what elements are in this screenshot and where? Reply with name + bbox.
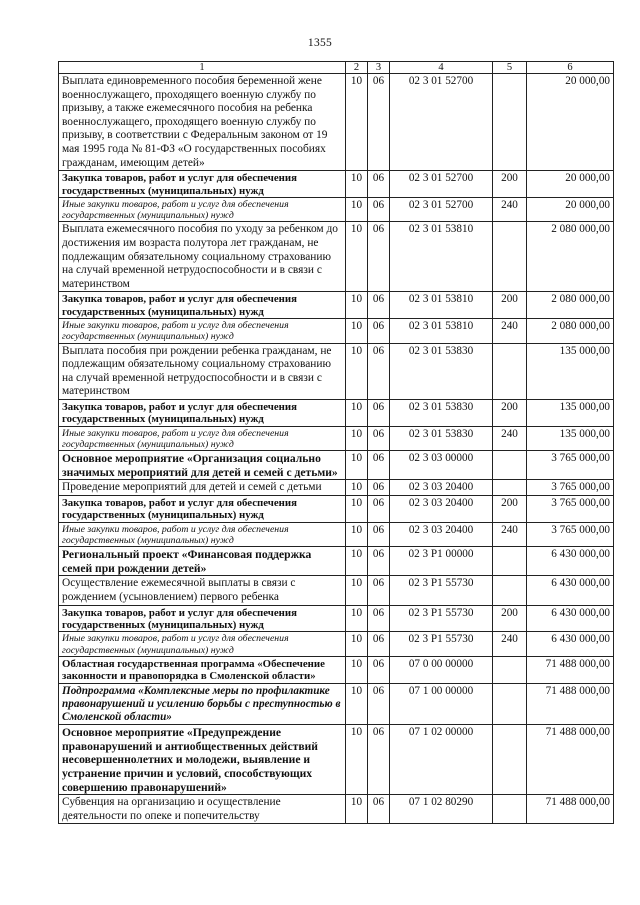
- expense-type-cell: [493, 656, 527, 683]
- expense-type-cell: [493, 795, 527, 824]
- expense-type-cell: 240: [493, 522, 527, 546]
- subsection-cell: 06: [368, 725, 390, 795]
- table-row: [59, 451, 614, 480]
- subsection-cell: 06: [368, 522, 390, 546]
- table-row: [59, 222, 614, 292]
- section-cell: 10: [346, 605, 368, 632]
- table-row: [59, 292, 614, 319]
- table-row: [59, 576, 614, 605]
- target-article-cell: 07 0 00 00000: [390, 656, 493, 683]
- row-name-cell: Областная государственная программа «Обеспечение законности и правопорядка в Смоленской области»: [59, 656, 346, 683]
- section-cell: 10: [346, 795, 368, 824]
- subsection-cell: 06: [368, 576, 390, 605]
- target-article-cell: 02 3 P1 55730: [390, 632, 493, 656]
- section-cell: 10: [346, 74, 368, 171]
- expense-type-cell: [493, 547, 527, 576]
- amount-cell: 135 000,00: [527, 343, 614, 399]
- subsection-cell: 06: [368, 683, 390, 725]
- row-name-cell: Иные закупки товаров, работ и услуг для обеспечения государственных (муниципальных) нужд: [59, 197, 346, 221]
- page-number: 1355: [307, 37, 333, 49]
- section-cell: 10: [346, 656, 368, 683]
- row-name-cell: Выплата единовременного пособия беременной жене военнослужащего, проходящего военную службу по призыву, а также ежемесячного пособия на ребенка военнослужащего, проходящего военную службу по призыву, в соответствии с Федеральным законом от 19 мая 1995 года № 81-ФЗ «О государственных пособиях гражданам, имеющим детей»: [59, 74, 346, 171]
- amount-cell: 3 765 000,00: [527, 480, 614, 496]
- subsection-cell: 06: [368, 292, 390, 319]
- row-name-cell: Проведение мероприятий для детей и семей с детьми: [59, 480, 346, 496]
- amount-cell: 135 000,00: [527, 426, 614, 450]
- row-name-cell: Основное мероприятие «Организация социально значимых мероприятий для детей и семей с детьми»: [59, 451, 346, 480]
- row-name-cell: Иные закупки товаров, работ и услуг для обеспечения государственных (муниципальных) нужд: [59, 522, 346, 546]
- table-row: [59, 725, 614, 795]
- target-article-cell: 07 1 02 00000: [390, 725, 493, 795]
- section-cell: 10: [346, 171, 368, 198]
- subsection-cell: 06: [368, 547, 390, 576]
- amount-cell: 71 488 000,00: [527, 683, 614, 725]
- section-cell: 10: [346, 426, 368, 450]
- target-article-cell: 02 3 01 53830: [390, 399, 493, 426]
- section-cell: 10: [346, 522, 368, 546]
- row-name-cell: Закупка товаров, работ и услуг для обеспечения государственных (муниципальных) нужд: [59, 171, 346, 198]
- target-article-cell: 02 3 P1 55730: [390, 605, 493, 632]
- target-article-cell: 02 3 03 20400: [390, 480, 493, 496]
- expense-type-cell: [493, 343, 527, 399]
- budget-table: [58, 61, 614, 824]
- expense-type-cell: [493, 480, 527, 496]
- expense-type-cell: 240: [493, 319, 527, 343]
- amount-cell: 6 430 000,00: [527, 605, 614, 632]
- table-row: [59, 426, 614, 450]
- row-name-cell: Выплата ежемесячного пособия по уходу за ребенком до достижения им возраста полутора лет гражданам, не подлежащим обязательному социальному страхованию на случай временной нетрудоспособности и в связи с материнством: [59, 222, 346, 292]
- expense-type-cell: [493, 725, 527, 795]
- section-cell: 10: [346, 319, 368, 343]
- section-cell: 10: [346, 725, 368, 795]
- row-name-cell: Субвенция на организацию и осуществление деятельности по опеке и попечительству: [59, 795, 346, 824]
- target-article-cell: 02 3 01 53830: [390, 426, 493, 450]
- row-name-cell: Основное мероприятие «Предупреждение правонарушений и антиобщественных действий несовершеннолетних и молодежи, выявление и устранение причин и условий, способствующих совершению правонарушений»: [59, 725, 346, 795]
- section-cell: 10: [346, 495, 368, 522]
- target-article-cell: 07 1 02 80290: [390, 795, 493, 824]
- column-header: 2: [346, 62, 368, 74]
- table-row: [59, 605, 614, 632]
- column-header: 1: [59, 62, 346, 74]
- expense-type-cell: 200: [493, 605, 527, 632]
- target-article-cell: 07 1 00 00000: [390, 683, 493, 725]
- table-row: [59, 495, 614, 522]
- section-cell: 10: [346, 451, 368, 480]
- section-cell: 10: [346, 683, 368, 725]
- table-row: [59, 795, 614, 824]
- subsection-cell: 06: [368, 399, 390, 426]
- subsection-cell: 06: [368, 656, 390, 683]
- subsection-cell: 06: [368, 632, 390, 656]
- row-name-cell: Закупка товаров, работ и услуг для обеспечения государственных (муниципальных) нужд: [59, 495, 346, 522]
- subsection-cell: 06: [368, 451, 390, 480]
- row-name-cell: Закупка товаров, работ и услуг для обеспечения государственных (муниципальных) нужд: [59, 292, 346, 319]
- amount-cell: 71 488 000,00: [527, 795, 614, 824]
- table-row: [59, 632, 614, 656]
- amount-cell: 2 080 000,00: [527, 319, 614, 343]
- amount-cell: 6 430 000,00: [527, 547, 614, 576]
- expense-type-cell: 200: [493, 399, 527, 426]
- row-name-cell: Выплата пособия при рождении ребенка гражданам, не подлежащим обязательному социальному страхованию на случай временной нетрудоспособности и в связи с материнством: [59, 343, 346, 399]
- amount-cell: 3 765 000,00: [527, 451, 614, 480]
- amount-cell: 20 000,00: [527, 74, 614, 171]
- table-row: [59, 74, 614, 171]
- amount-cell: 71 488 000,00: [527, 656, 614, 683]
- amount-cell: 135 000,00: [527, 399, 614, 426]
- table-row: [59, 197, 614, 221]
- section-cell: 10: [346, 343, 368, 399]
- subsection-cell: 06: [368, 171, 390, 198]
- section-cell: 10: [346, 197, 368, 221]
- table-row: [59, 683, 614, 725]
- expense-type-cell: [493, 683, 527, 725]
- amount-cell: 6 430 000,00: [527, 632, 614, 656]
- amount-cell: 2 080 000,00: [527, 222, 614, 292]
- expense-type-cell: [493, 451, 527, 480]
- subsection-cell: 06: [368, 480, 390, 496]
- expense-type-cell: [493, 576, 527, 605]
- amount-cell: 3 765 000,00: [527, 495, 614, 522]
- target-article-cell: 02 3 P1 00000: [390, 547, 493, 576]
- table-row: [59, 399, 614, 426]
- subsection-cell: 06: [368, 343, 390, 399]
- table-row: [59, 171, 614, 198]
- section-cell: 10: [346, 576, 368, 605]
- target-article-cell: 02 3 03 20400: [390, 522, 493, 546]
- target-article-cell: 02 3 01 52700: [390, 74, 493, 171]
- table-header-row: [59, 62, 614, 74]
- table-row: [59, 480, 614, 496]
- expense-type-cell: 240: [493, 426, 527, 450]
- row-name-cell: Закупка товаров, работ и услуг для обеспечения государственных (муниципальных) нужд: [59, 605, 346, 632]
- target-article-cell: 02 3 01 52700: [390, 171, 493, 198]
- subsection-cell: 06: [368, 795, 390, 824]
- table-row: [59, 547, 614, 576]
- target-article-cell: 02 3 01 53810: [390, 292, 493, 319]
- subsection-cell: 06: [368, 74, 390, 171]
- expense-type-cell: 200: [493, 171, 527, 198]
- column-header: 5: [493, 62, 527, 74]
- subsection-cell: 06: [368, 222, 390, 292]
- target-article-cell: 02 3 P1 55730: [390, 576, 493, 605]
- row-name-cell: Подпрограмма «Комплексные меры по профилактике правонарушений и усилению борьбы с преступностью в Смоленской области»: [59, 683, 346, 725]
- column-header: 3: [368, 62, 390, 74]
- section-cell: 10: [346, 480, 368, 496]
- subsection-cell: 06: [368, 197, 390, 221]
- amount-cell: 3 765 000,00: [527, 522, 614, 546]
- expense-type-cell: 200: [493, 292, 527, 319]
- row-name-cell: Иные закупки товаров, работ и услуг для обеспечения государственных (муниципальных) нужд: [59, 426, 346, 450]
- target-article-cell: 02 3 01 52700: [390, 197, 493, 221]
- target-article-cell: 02 3 01 53810: [390, 319, 493, 343]
- section-cell: 10: [346, 222, 368, 292]
- row-name-cell: Закупка товаров, работ и услуг для обеспечения государственных (муниципальных) нужд: [59, 399, 346, 426]
- expense-type-cell: [493, 74, 527, 171]
- table-row: [59, 522, 614, 546]
- row-name-cell: Иные закупки товаров, работ и услуг для обеспечения государственных (муниципальных) нужд: [59, 319, 346, 343]
- amount-cell: 20 000,00: [527, 171, 614, 198]
- target-article-cell: 02 3 03 20400: [390, 495, 493, 522]
- expense-type-cell: 240: [493, 197, 527, 221]
- amount-cell: 6 430 000,00: [527, 576, 614, 605]
- expense-type-cell: 200: [493, 495, 527, 522]
- subsection-cell: 06: [368, 426, 390, 450]
- amount-cell: 2 080 000,00: [527, 292, 614, 319]
- table-row: [59, 319, 614, 343]
- target-article-cell: 02 3 03 00000: [390, 451, 493, 480]
- amount-cell: 71 488 000,00: [527, 725, 614, 795]
- row-name-cell: Региональный проект «Финансовая поддержка семей при рождении детей»: [59, 547, 346, 576]
- table-row: [59, 656, 614, 683]
- section-cell: 10: [346, 399, 368, 426]
- subsection-cell: 06: [368, 605, 390, 632]
- row-name-cell: Осуществление ежемесячной выплаты в связи с рождением (усыновлением) первого ребенка: [59, 576, 346, 605]
- amount-cell: 20 000,00: [527, 197, 614, 221]
- target-article-cell: 02 3 01 53830: [390, 343, 493, 399]
- subsection-cell: 06: [368, 495, 390, 522]
- row-name-cell: Иные закупки товаров, работ и услуг для обеспечения государственных (муниципальных) нужд: [59, 632, 346, 656]
- expense-type-cell: [493, 222, 527, 292]
- column-header: 4: [390, 62, 493, 74]
- section-cell: 10: [346, 547, 368, 576]
- expense-type-cell: 240: [493, 632, 527, 656]
- section-cell: 10: [346, 632, 368, 656]
- column-header: 6: [527, 62, 614, 74]
- section-cell: 10: [346, 292, 368, 319]
- target-article-cell: 02 3 01 53810: [390, 222, 493, 292]
- subsection-cell: 06: [368, 319, 390, 343]
- table-row: [59, 343, 614, 399]
